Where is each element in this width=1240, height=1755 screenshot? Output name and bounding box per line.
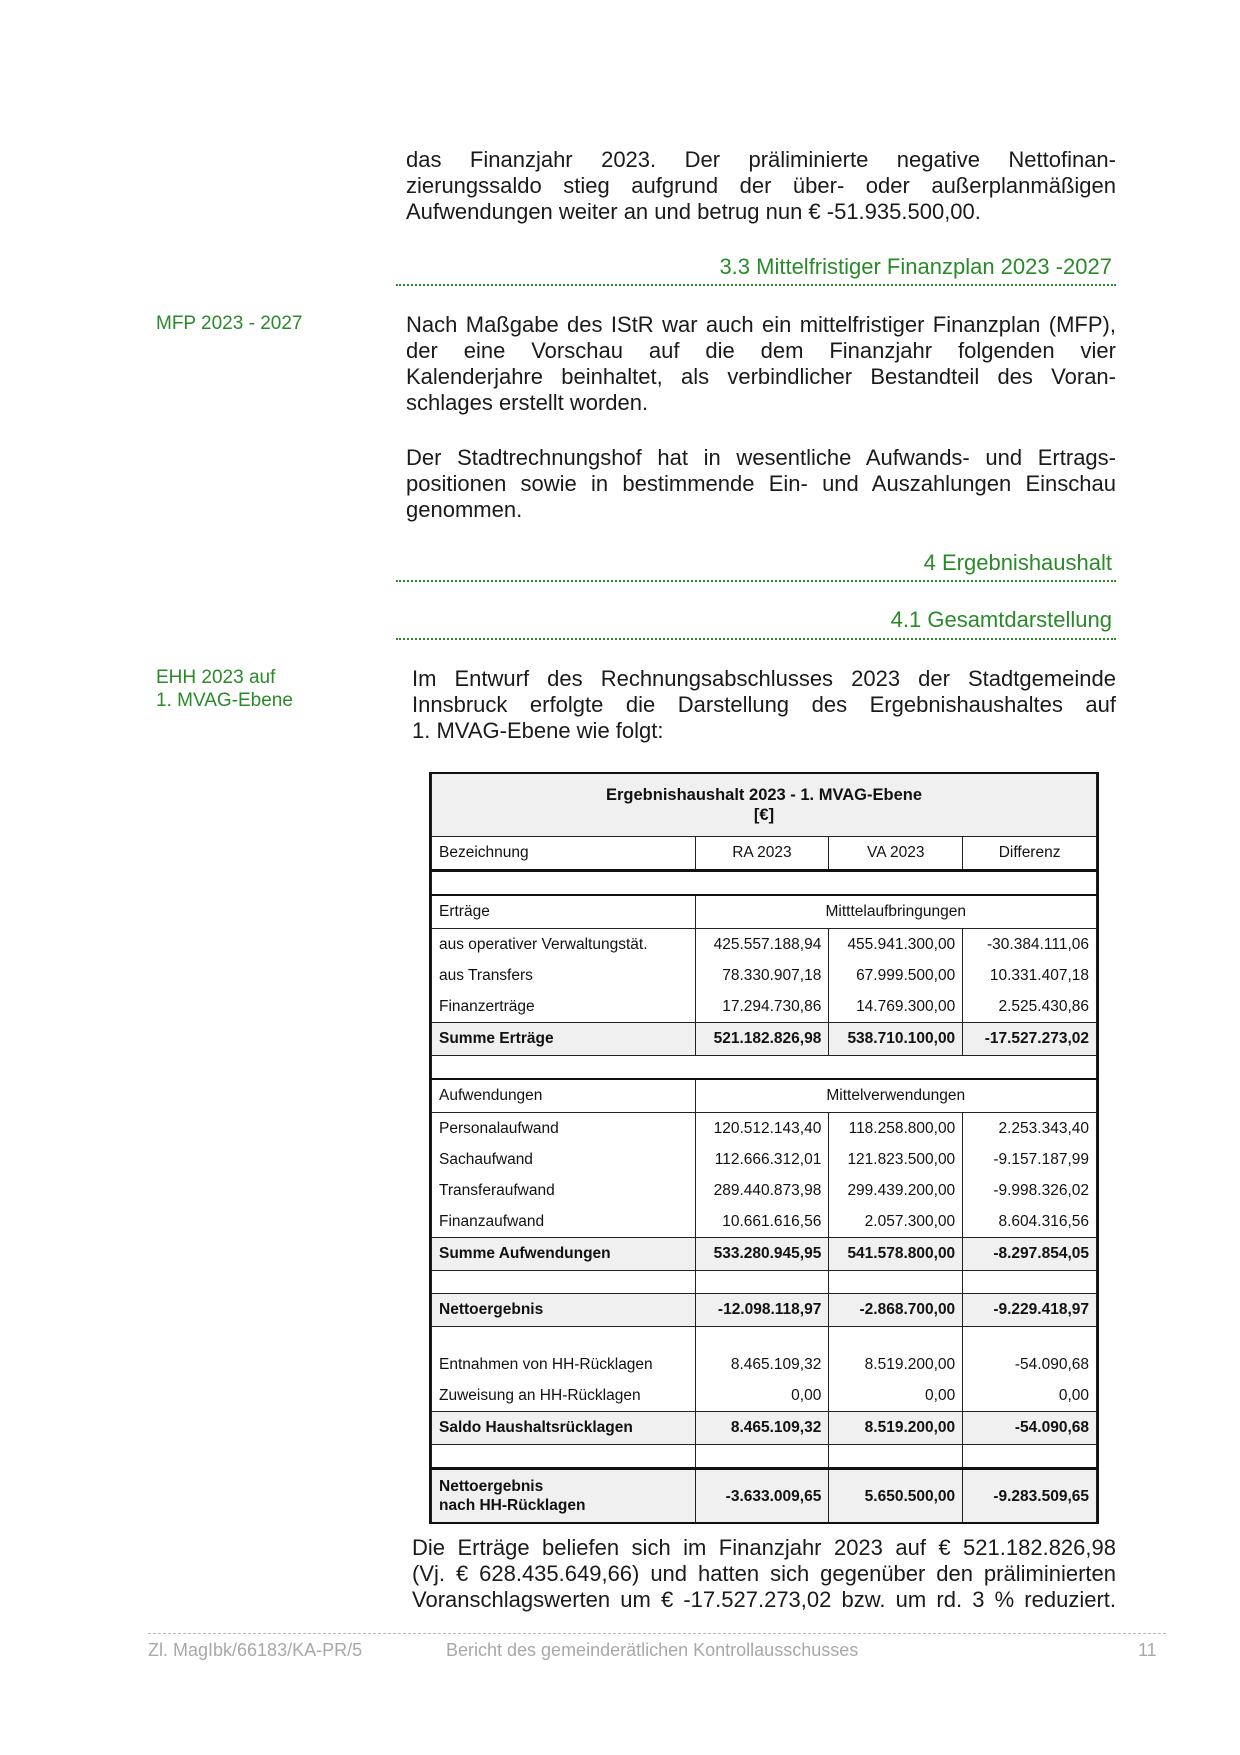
column-header: RA 2023 [695,837,829,871]
row-label: Entnahmen von HH-Rücklagen [432,1349,696,1380]
margin-label-ehh [156,666,293,712]
section-header-row-aufwendungen [432,1079,1097,1113]
table-row [432,1349,1097,1380]
closing-paragraph [412,1535,1116,1613]
ehh-paragraph [412,666,1116,744]
cell-va: 538.710.100,00 [829,1023,963,1056]
row-label: Finanzerträge [432,991,696,1023]
sum-row-aufwendungen [432,1238,1097,1271]
table-row [432,1144,1097,1175]
row-label: Nettoergebnis [432,1294,696,1327]
column-header: VA 2023 [829,837,963,871]
table-row [432,1113,1097,1145]
mfp-paragraph-2 [406,445,1116,523]
table-spacer-row [432,1271,1097,1294]
column-header: Bezeichnung [432,837,696,871]
cell-diff: -9.157.187,99 [963,1144,1097,1175]
net-result-row [432,1294,1097,1327]
cell-ra: 8.465.109,32 [695,1412,829,1445]
text-line: Voranschlagswerten um € -17.527.273,02 bzw. um rd. 3 % reduziert. [412,1587,1116,1612]
net-result-after-reserves-row [432,1469,1097,1523]
text-line: der eine Vorschau auf die dem Finanzjahr folgenden vier [406,338,1116,363]
text-line: Nach Maßgabe des IStR war auch ein mittelfristiger Finanzplan (MFP), [406,312,1116,337]
cell-ra: 120.512.143,40 [695,1113,829,1145]
table-row [432,960,1097,991]
text-line: Aufwendungen weiter an und betrug nun € -51.935.500,00. [406,199,981,224]
text-line: Innsbruck erfolgte die Darstellung des Ergebnishaushaltes auf [412,692,1116,717]
cell-va: 2.057.300,00 [829,1206,963,1238]
row-label: Sachaufwand [432,1144,696,1175]
cell-ra: 10.661.616,56 [695,1206,829,1238]
row-label: Finanzaufwand [432,1206,696,1238]
heading-divider [396,284,1116,286]
cell-ra: 521.182.826,98 [695,1023,829,1056]
cell-va: 8.519.200,00 [829,1349,963,1380]
table-spacer-row [432,1327,1097,1350]
footer-title: Bericht des gemeinderätlichen Kontrollausschusses [446,1640,859,1660]
text-line: schlages erstellt worden. [406,390,649,415]
cell-ra: 112.666.312,01 [695,1144,829,1175]
margin-label-line: 1. MVAG-Ebene [156,690,293,711]
cell-diff: -17.527.273,02 [963,1023,1097,1056]
cell-diff: 2.253.343,40 [963,1113,1097,1145]
section-header-row-ertraege [432,895,1097,929]
cell-ra: 78.330.907,18 [695,960,829,991]
cell-va: 455.941.300,00 [829,929,963,961]
row-label: Nettoergebnis nach HH-Rücklagen [432,1469,696,1523]
text-line: (Vj. € 628.435.649,66) und hatten sich gegenüber den präliminierten [412,1561,1116,1586]
section-label: Erträge [432,895,696,929]
footer-divider [148,1633,1166,1634]
cell-ra: 0,00 [695,1380,829,1412]
row-label: Summe Erträge [432,1023,696,1056]
table-spacer-row [432,1056,1097,1080]
text-line: Im Entwurf des Rechnungsabschlusses 2023 der Stadtgemeinde [412,666,1116,691]
section-heading-4-1: 4.1 Gesamtdarstellung [890,607,1112,632]
cell-diff: 8.604.316,56 [963,1206,1097,1238]
sum-row-reserves [432,1412,1097,1445]
cell-ra: 425.557.188,94 [695,929,829,961]
cell-ra: -3.633.009,65 [695,1469,829,1523]
result-budget-table [429,772,1099,1524]
text-line: positionen sowie in bestimmende Ein- und Auszahlungen Einschau [406,471,1116,496]
cell-va: 541.578.800,00 [829,1238,963,1271]
intro-paragraph [406,147,1116,225]
table-row [432,929,1097,961]
cell-ra: -12.098.118,97 [695,1294,829,1327]
cell-va: -2.868.700,00 [829,1294,963,1327]
column-header: Differenz [963,837,1097,871]
table-row [432,1206,1097,1238]
row-label: Zuweisung an HH-Rücklagen [432,1380,696,1412]
cell-ra: 17.294.730,86 [695,991,829,1023]
mfp-paragraph-1 [406,312,1116,416]
row-label: Transferaufwand [432,1175,696,1206]
row-label: aus operativer Verwaltungstät. [432,929,696,961]
group-label: Mitttelaufbringungen [695,895,1097,929]
text-line: Der Stadtrechnungshof hat in wesentliche Aufwands- und Ertrags- [406,445,1116,470]
table-spacer-row [432,871,1097,896]
text-line: Kalenderjahre beinhaltet, als verbindlicher Bestandteil des Voran- [406,364,1116,389]
row-label: Saldo Haushaltsrücklagen [432,1412,696,1445]
cell-diff: -30.384.111,06 [963,929,1097,961]
table-row [432,1380,1097,1412]
table-column-header-row [432,837,1097,871]
cell-diff: -9.229.418,97 [963,1294,1097,1327]
cell-va: 5.650.500,00 [829,1469,963,1523]
table-title-row [432,774,1097,837]
sum-row-ertraege [432,1023,1097,1056]
cell-va: 8.519.200,00 [829,1412,963,1445]
cell-va: 14.769.300,00 [829,991,963,1023]
footer-reference: Zl. MagIbk/66183/KA-PR/5 [148,1640,363,1660]
table-row [432,991,1097,1023]
cell-diff: -54.090,68 [963,1349,1097,1380]
row-label: Summe Aufwendungen [432,1238,696,1271]
cell-va: 67.999.500,00 [829,960,963,991]
table-title: Ergebnishaushalt 2023 - 1. MVAG-Ebene [€] [432,774,1097,837]
cell-ra: 289.440.873,98 [695,1175,829,1206]
margin-label-mfp: MFP 2023 - 2027 [156,313,303,334]
cell-va: 121.823.500,00 [829,1144,963,1175]
text-line: 1. MVAG-Ebene wie folgt: [412,718,664,743]
section-label: Aufwendungen [432,1079,696,1113]
cell-diff: 2.525.430,86 [963,991,1097,1023]
page-number: 11 [1138,1640,1157,1660]
row-label: Personalaufwand [432,1113,696,1145]
cell-ra: 8.465.109,32 [695,1349,829,1380]
margin-label-line: EHH 2023 auf [156,667,276,688]
section-heading-3-3: 3.3 Mittelfristiger Finanzplan 2023 -2027 [719,254,1112,279]
cell-diff: -9.283.509,65 [963,1469,1097,1523]
cell-diff: -8.297.854,05 [963,1238,1097,1271]
section-heading-4: 4 Ergebnishaushalt [923,550,1112,575]
cell-va: 118.258.800,00 [829,1113,963,1145]
cell-diff: -54.090,68 [963,1412,1097,1445]
heading-divider [396,638,1116,640]
text-line: das Finanzjahr 2023. Der präliminierte negative Nettofinan- [406,147,1116,172]
table-row [432,1175,1097,1206]
table-spacer-row [432,1445,1097,1469]
cell-diff: 0,00 [963,1380,1097,1412]
cell-va: 0,00 [829,1380,963,1412]
row-label: aus Transfers [432,960,696,991]
cell-diff: -9.998.326,02 [963,1175,1097,1206]
text-line: genommen. [406,497,523,522]
cell-ra: 533.280.945,95 [695,1238,829,1271]
text-line: Die Erträge beliefen sich im Finanzjahr 2023 auf € 521.182.826,98 [412,1535,1116,1560]
group-label: Mittelverwendungen [695,1079,1097,1113]
cell-va: 299.439.200,00 [829,1175,963,1206]
cell-diff: 10.331.407,18 [963,960,1097,991]
text-line: zierungssaldo stieg aufgrund der über- oder außerplanmäßigen [406,173,1116,198]
heading-divider [396,580,1116,582]
